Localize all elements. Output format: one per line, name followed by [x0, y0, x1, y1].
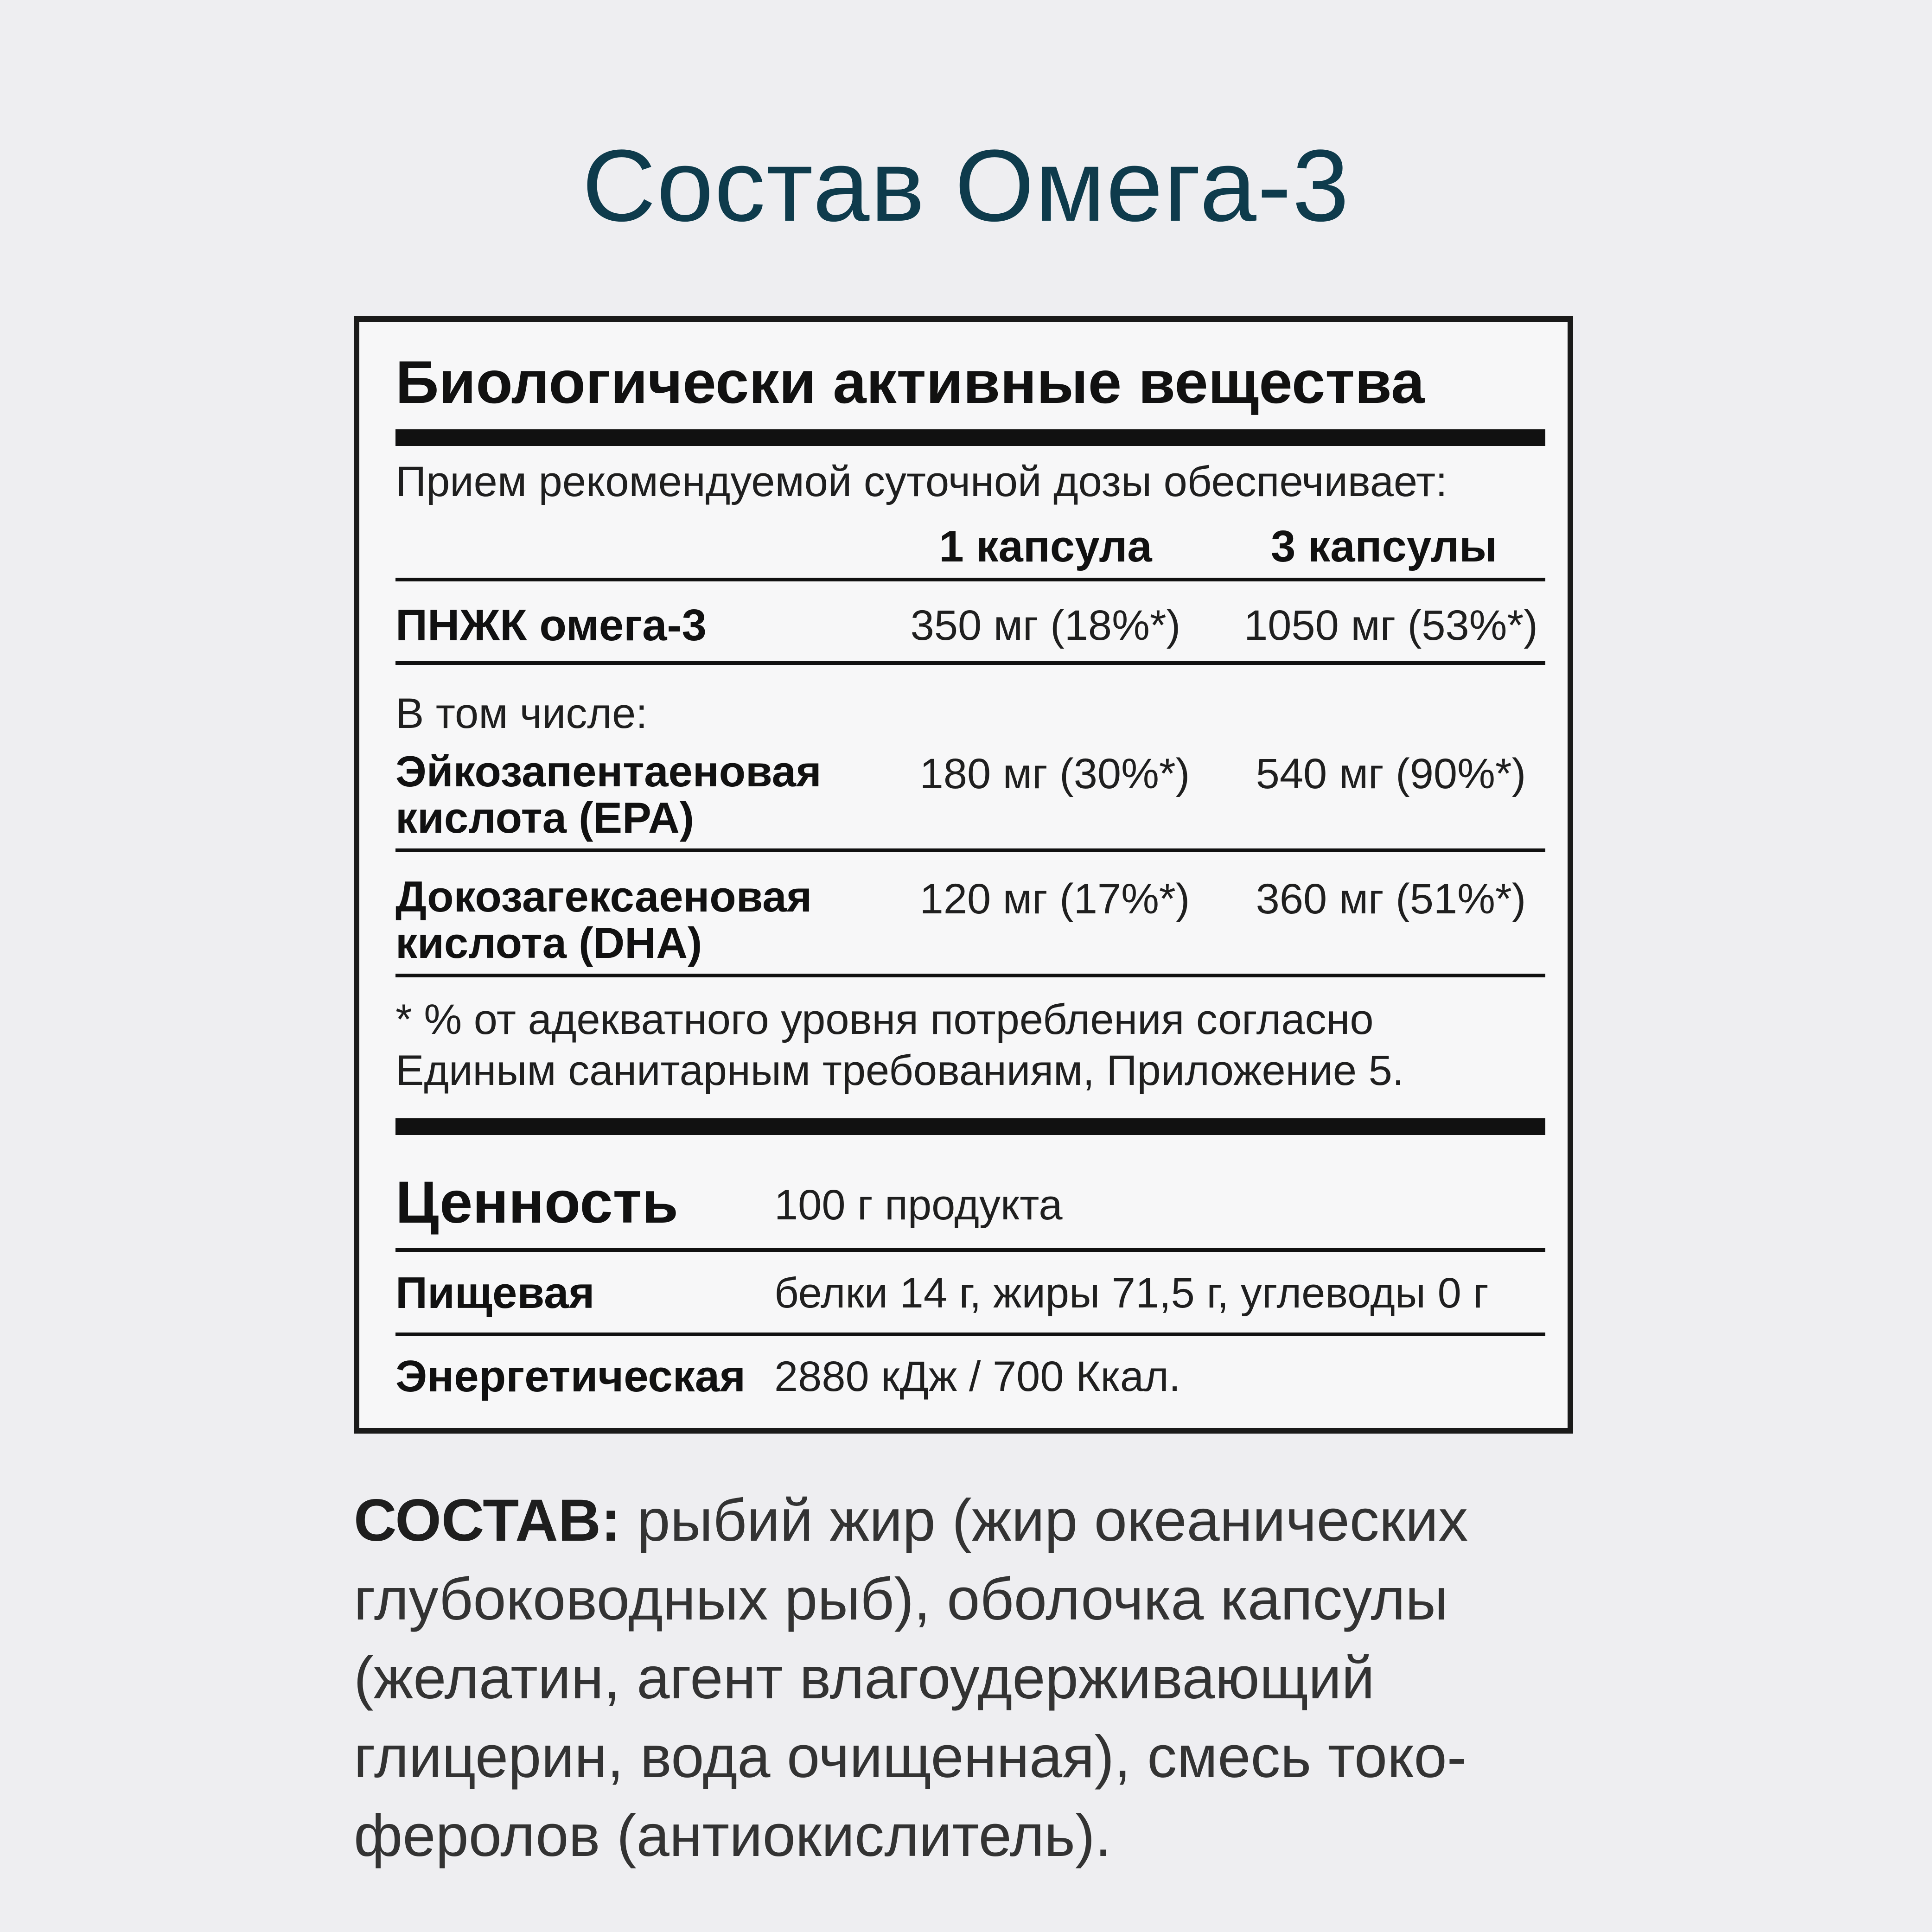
ingredients-line: глицерин, вода очищенная), смесь токо- — [354, 1724, 1467, 1790]
value-heading: Ценность — [395, 1169, 678, 1236]
row-value-2: 540 мг (90%*) — [1256, 750, 1526, 797]
row-name-line1: Докозагексаеновая — [395, 872, 812, 921]
thick-divider — [395, 1118, 1545, 1135]
page-title: Состав Омега-3 — [582, 128, 1350, 242]
ingredients-line: феролов (антиокислитель). — [354, 1803, 1112, 1869]
divider — [395, 578, 1545, 581]
divider — [395, 848, 1545, 852]
row-value-1: 120 мг (17%*) — [919, 875, 1190, 923]
supplement-facts-panel — [354, 316, 1573, 1434]
panel-heading: Биологически активные вещества — [395, 348, 1425, 416]
row-value-2: 1050 мг (53%*) — [1244, 602, 1538, 649]
nutrition-value: белки 14 г, жиры 71,5 г, углеводы 0 г — [774, 1269, 1489, 1317]
nutrition-label: Пищевая — [395, 1268, 595, 1318]
value-subheading: 100 г продукта — [774, 1181, 1063, 1229]
footnote-line1: * % от адекватного уровня потребления согласно — [395, 996, 1374, 1043]
row-name-line2: кислота (DHA) — [395, 918, 702, 967]
thick-divider — [395, 429, 1545, 446]
row-name-line1: Эйкозапентаеновая — [395, 747, 822, 796]
row-value-1: 180 мг (30%*) — [919, 750, 1190, 797]
ingredients-label: СОСТАВ: — [354, 1487, 621, 1554]
ingredients-line: (желатин, агент влагоудерживающий — [354, 1645, 1375, 1711]
ingredients-text — [354, 1481, 1596, 1875]
divider — [395, 661, 1545, 665]
row-name: ПНЖК омега-3 — [395, 600, 707, 650]
ingredients-line: рыбий жир (жир океанических — [637, 1487, 1468, 1554]
energy-value: 2880 кДж / 700 Ккал. — [774, 1353, 1181, 1400]
divider — [395, 974, 1545, 977]
row-name-line2: кислота (EPA) — [395, 793, 695, 842]
intro-text: Прием рекомендуемой суточной дозы обеспечивает: — [395, 458, 1447, 505]
row-value-1: 350 мг (18%*) — [910, 602, 1181, 649]
including-label: В том числе: — [395, 690, 648, 737]
column-header-1: 1 капсула — [939, 522, 1152, 571]
energy-label: Энергетическая — [395, 1352, 746, 1401]
footnote-line2: Единым санитарным требованиям, Приложение 5. — [395, 1047, 1404, 1094]
divider — [395, 1248, 1545, 1252]
row-value-2: 360 мг (51%*) — [1256, 875, 1526, 923]
divider — [395, 1333, 1545, 1336]
ingredients-line: глубоководных рыб), оболочка капсулы — [354, 1566, 1448, 1632]
column-header-2: 3 капсулы — [1271, 522, 1497, 571]
